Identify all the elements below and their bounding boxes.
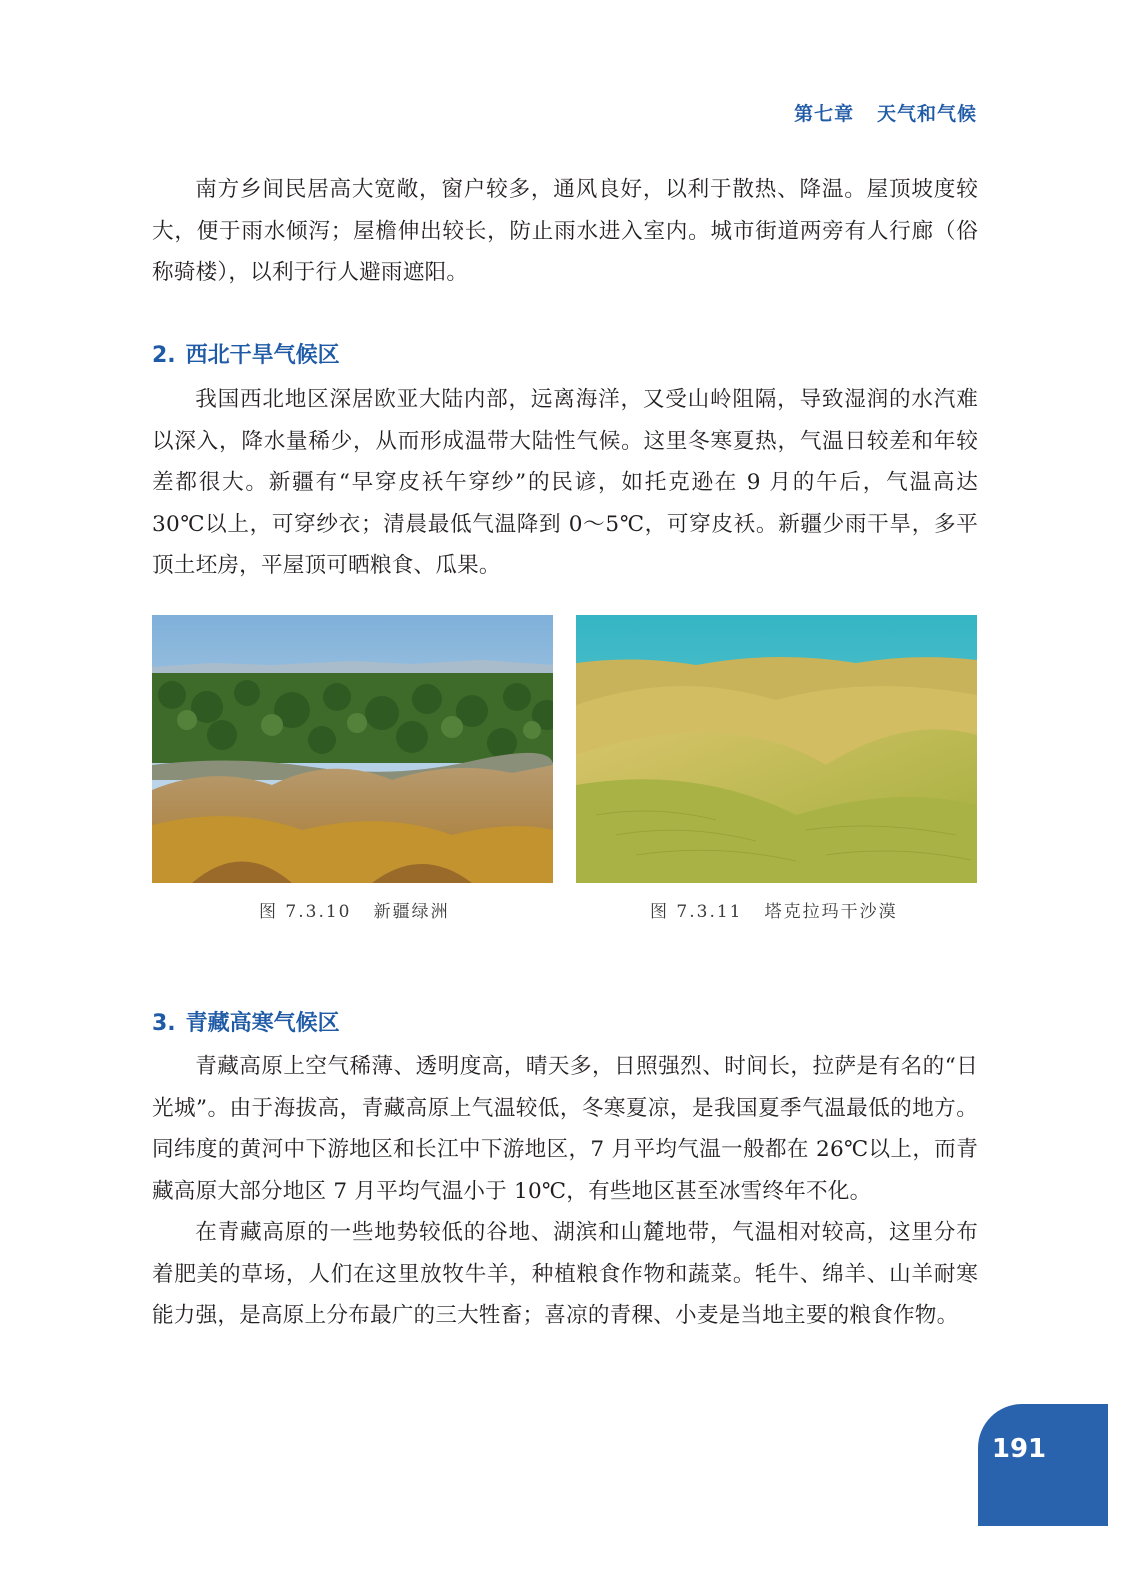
page-number-tab	[978, 1404, 1108, 1526]
oasis-photo	[152, 615, 553, 883]
section-paragraph: 在青藏高原的一些地势较低的谷地、湖滨和山麓地带，气温相对较高，这里分布着肥美的草场，人们在这里放牧牛羊，种植粮食作物和蔬菜。牦牛、绵羊、山羊耐寒能力强，是高原上分布最广的三大牲畜；喜凉的青稞、小麦是当地主要的粮食作物。	[152, 1220, 978, 1328]
section-2	[152, 341, 978, 371]
running-head	[794, 99, 977, 126]
figure-caption: 图 7.3.11 塔克拉玛干沙漠	[650, 902, 898, 922]
chapter-title: 天气和气候	[876, 103, 977, 125]
section-2-body	[152, 379, 978, 587]
chapter-label: 第七章	[794, 103, 855, 125]
section-title: 西北干旱气候区	[185, 343, 340, 368]
section-number: 2.	[152, 343, 176, 368]
figure-caption: 图 7.3.10 新疆绿洲	[259, 902, 450, 922]
section-paragraph: 青藏高原上空气稀薄、透明度高，晴天多，日照强烈、时间长，拉萨是有名的“日光城”。由于海拔高，青藏高原上气温较低，冬寒夏凉，是我国夏季气温最低的地方。同纬度的黄河中下游地区和长江中下游地区，7 月平均气温一般都在 26℃以上，而青藏高原大部分地区 7 月平均气温小于 10℃，有些地区甚至冰雪终年不化。	[152, 1054, 978, 1204]
section-heading	[152, 341, 978, 371]
page-number: 191	[991, 1434, 1047, 1464]
section-3-body	[152, 1046, 978, 1337]
section-3	[152, 1009, 978, 1039]
section-title: 青藏高寒气候区	[185, 1011, 340, 1036]
section-heading	[152, 1009, 978, 1039]
section-number: 3.	[152, 1011, 176, 1036]
intro-block	[152, 169, 978, 294]
section-paragraph: 我国西北地区深居欧亚大陆内部，远离海洋，又受山岭阻隔，导致湿润的水汽难以深入，降水量稀少，从而形成温带大陆性气候。这里冬寒夏热，气温日较差和年较差都很大。新疆有“早穿皮袄午穿纱”的民谚，如托克逊在 9 月的午后，气温高达 30℃以上，可穿纱衣；清晨最低气温降到 0～5℃，可穿皮袄。新疆少雨干旱，多平顶土坯房，平屋顶可晒粮食、瓜果。	[152, 387, 978, 578]
desert-photo	[576, 615, 977, 883]
intro-paragraph: 南方乡间民居高大宽敞，窗户较多，通风良好，以利于散热、降温。屋顶坡度较大，便于雨水倾泻；屋檐伸出较长，防止雨水进入室内。城市街道两旁有人行廊（俗称骑楼），以利于行人避雨遮阳。	[152, 177, 978, 285]
